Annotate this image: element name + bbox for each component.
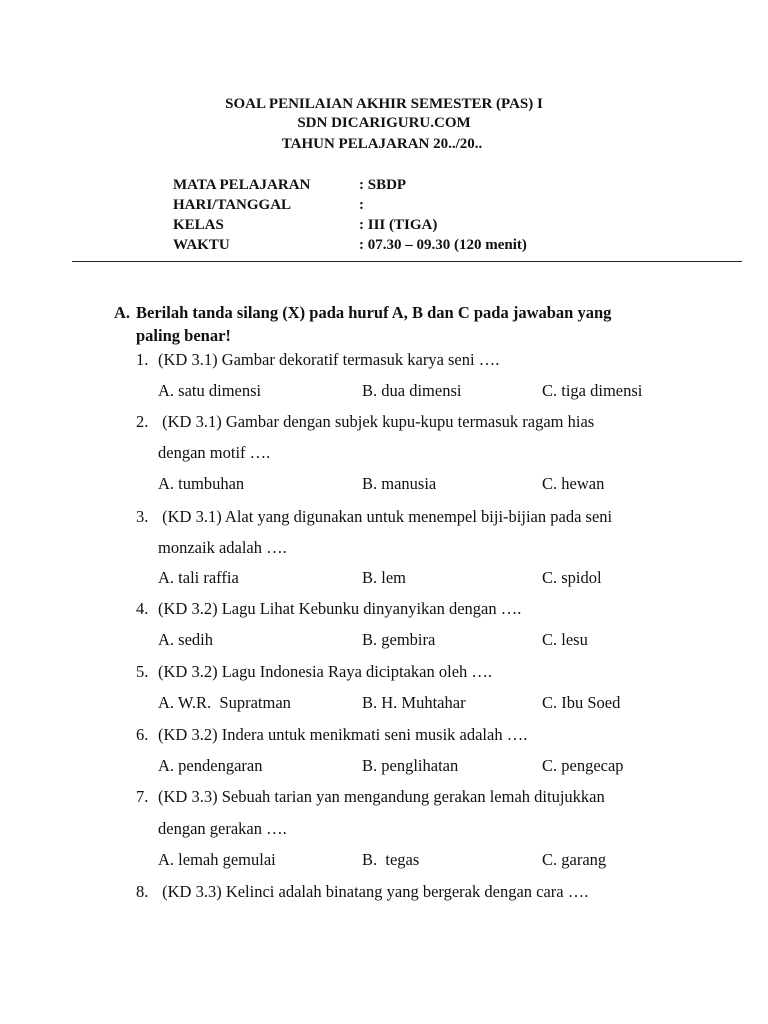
question-text: (KD 3.2) Indera untuk menikmati seni musik adalah …. (158, 725, 528, 744)
info-value: : 07.30 – 09.30 (120 menit) (359, 237, 527, 253)
info-key: KELAS (173, 217, 224, 233)
question-number: 6. (136, 725, 149, 744)
question-number: 3. (136, 507, 149, 526)
question-5-option-a: A. W.R. Supratman (158, 693, 291, 712)
question-1-option-b: B. dua dimensi (362, 381, 462, 400)
exam-title: SOAL PENILAIAN AKHIR SEMESTER (PAS) I (225, 96, 543, 112)
question-text: (KD 3.3) Kelinci adalah binatang yang bergerak dengan cara …. (158, 882, 589, 901)
question-6-option-b: B. penglihatan (362, 756, 459, 775)
question-number: 2. (136, 412, 149, 431)
question-text: (KD 3.1) Alat yang digunakan untuk menempel biji-bijian pada seni (158, 507, 613, 526)
question-1-option-a: A. satu dimensi (158, 381, 262, 400)
question-3-option-a: A. tali raffia (158, 568, 239, 587)
school-name: SDN DICARIGURU.COM (297, 115, 471, 131)
info-key: HARI/TANGGAL (173, 197, 292, 213)
section-instruction (114, 301, 674, 347)
info-value: : III (TIGA) (359, 217, 438, 233)
info-value: : (359, 197, 364, 213)
question-text: (KD 3.2) Lagu Indonesia Raya diciptakan oleh …. (158, 662, 493, 681)
question-text: (KD 3.2) Lagu Lihat Kebunku dinyanyikan dengan …. (158, 599, 522, 618)
question-2-option-c: C. hewan (542, 474, 605, 493)
question-text: (KD 3.3) Sebuah tarian yan mengandung gerakan lemah ditujukkan (158, 787, 605, 806)
section-instruction-line-1 (114, 301, 674, 324)
section-marker: A. (114, 303, 131, 322)
question-number: 7. (136, 787, 149, 806)
question-number: 8. (136, 882, 149, 901)
question-5-option-b: B. H. Muhtahar (362, 693, 466, 712)
school-year: TAHUN PELAJARAN 20../20.. (281, 136, 483, 152)
question-5-option-c: C. Ibu Soed (542, 693, 621, 712)
question-text: dengan motif …. (158, 443, 271, 462)
section-instruction-text: Berilah tanda silang (X) pada huruf A, B dan C pada jawaban yang (136, 303, 612, 322)
question-6-option-c: C. pengecap (542, 756, 624, 775)
question-7-option-c: C. garang (542, 850, 607, 869)
question-4-option-c: C. lesu (542, 630, 588, 649)
info-key: MATA PELAJARAN (173, 177, 311, 193)
question-6-option-a: A. pendengaran (158, 756, 263, 775)
question-7-option-a: A. lemah gemulai (158, 850, 276, 869)
question-1-option-c: C. tiga dimensi (542, 381, 643, 400)
question-number: 5. (136, 662, 149, 681)
info-value: : SBDP (359, 177, 407, 193)
question-3-option-b: B. lem (362, 568, 406, 587)
question-3-option-c: C. spidol (542, 568, 602, 587)
section-instruction-line-2: paling benar! (136, 326, 231, 345)
info-key: WAKTU (173, 237, 230, 253)
question-4-option-a: A. sedih (158, 630, 213, 649)
question-7-option-b: B. tegas (362, 850, 420, 869)
question-2-option-b: B. manusia (362, 474, 437, 493)
question-number: 1. (136, 350, 149, 369)
question-text: monzaik adalah …. (158, 538, 287, 557)
question-4-option-b: B. gembira (362, 630, 436, 649)
header-divider (72, 261, 742, 262)
question-text: (KD 3.1) Gambar dekoratif termasuk karya seni …. (158, 350, 500, 369)
question-2-option-a: A. tumbuhan (158, 474, 245, 493)
question-text: (KD 3.1) Gambar dengan subjek kupu-kupu termasuk ragam hias (158, 412, 595, 431)
question-text: dengan gerakan …. (158, 819, 287, 838)
question-number: 4. (136, 599, 149, 618)
